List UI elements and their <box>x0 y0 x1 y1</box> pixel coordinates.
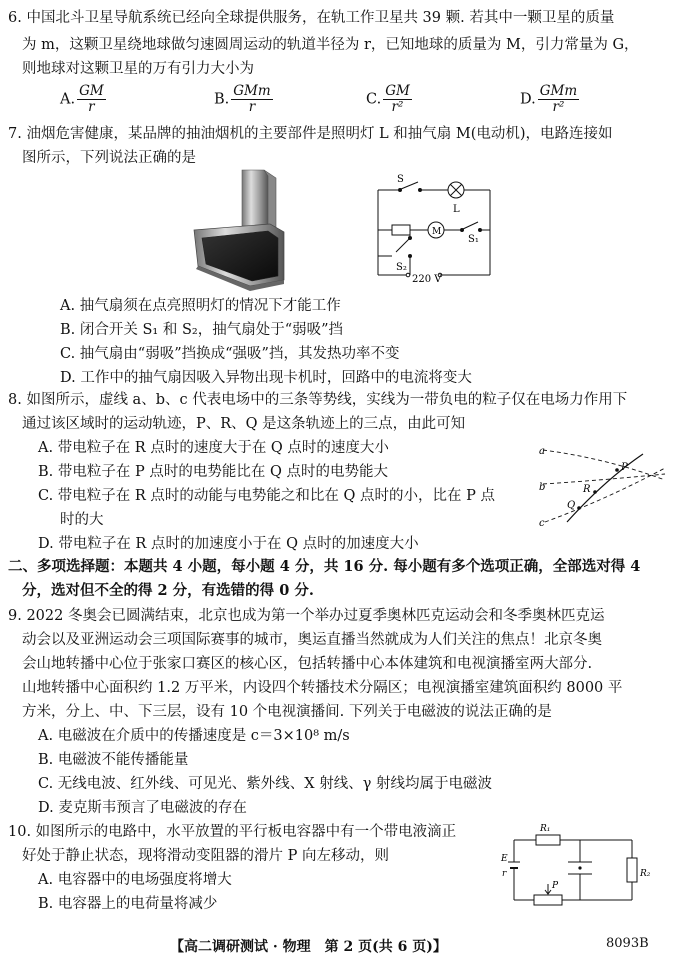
q10-line2: 好处于静止状态，现将滑动变阻器的滑片 P 向左移动，则 <box>22 848 389 864</box>
q10-label-e: E <box>501 854 508 864</box>
q9-line2: 动会以及亚洲运动会三项国际赛事的城市，奥运直播当然就成为人们关注的焦点！北京冬奥 <box>22 632 602 648</box>
section2-line1: 二、多项选择题：本题共 4 小题，每小题 4 分，共 16 分. 每小题有多个选项正确，全部选对得 4 <box>8 558 641 575</box>
q8-label-q: Q <box>567 500 576 511</box>
q7-option-d: D. 工作中的抽气扇因吸入异物出现卡机时，回路中的电流将变大 <box>60 370 472 386</box>
q9-option-d: D. 麦克斯韦预言了电磁波的存在 <box>38 800 247 816</box>
q9-option-c: C. 无线电波、红外线、可见光、紫外线、X 射线、γ 射线均属于电磁波 <box>38 776 493 792</box>
q6-line1: 6. 中国北斗卫星导航系统已经向全球提供服务，在轨工作卫星共 39 颗. 若其中一颗卫星的质量 <box>8 10 615 26</box>
q7-option-a: A. 抽气扇须在点亮照明灯的情况下才能工作 <box>60 298 341 314</box>
q8-line1: 8. 如图所示，虚线 a、b、c 代表电场中的三条等势线，实线为一带负电的粒子仅在电场力作用下 <box>8 392 628 408</box>
q7-label-l: L <box>453 204 460 215</box>
q7-label-s2: S₂ <box>396 262 407 273</box>
q7-label-m: M <box>432 227 442 237</box>
footer-page-info: 【高二调研测试 · 物理 第 2 页(共 6 页)】 <box>170 939 447 955</box>
footer-code: 8093B <box>606 936 649 951</box>
q10-label-r: r <box>502 869 507 879</box>
q6-line3: 则地球对这颗卫星的万有引力大小为 <box>22 61 254 77</box>
q8-option-c: C. 带电粒子在 R 点时的动能与电势能之和比在 Q 点时的小，比在 P 点 <box>38 488 496 504</box>
q9-line1: 9. 2022 冬奥会已圆满结束，北京也成为第一个举办过夏季奥林匹克运动会和冬季奥林匹克运 <box>8 608 605 624</box>
q6-option-a: A. $\frac{GM}{r}$ <box>60 83 104 115</box>
q8-label-a: a <box>539 446 545 457</box>
q9-line4: 山地转播中心面积约 1.2 万平米，内设四个转播技术分隔区；电视演播室建筑面积约 8000 平 <box>22 680 623 696</box>
q10-option-a: A. 电容器中的电场强度将增大 <box>38 872 232 888</box>
q7-label-s1: S₁ <box>468 234 479 245</box>
q8-label-c: c <box>539 518 545 528</box>
q7-label-voltage: 220 V <box>412 274 442 285</box>
q8-label-r: R <box>583 484 591 495</box>
q6-option-c: C. $\frac{GM}{\text{r²}}$ <box>366 83 410 115</box>
q7-circuit-diagram <box>370 170 505 288</box>
q6-option-d: D. $\frac{\text{GMm}}{\text{r²}}$ <box>520 83 578 115</box>
q9-option-a: A. 电磁波在介质中的传播速度是 c＝3×10⁸ m/s <box>38 728 350 744</box>
q9-option-b: B. 电磁波不能传播能量 <box>38 752 189 768</box>
q10-label-r1: R₁ <box>540 824 551 834</box>
q6-option-b: B. $\frac{\text{GMm}}{r}$ <box>214 83 271 115</box>
range-hood-image <box>180 168 310 293</box>
q9-line3: 会山地转播中心位于张家口赛区的核心区，包括转播中心本体建筑和电视演播室两大部分. <box>22 656 593 672</box>
q8-option-b: B. 带电粒子在 P 点时的电势能比在 Q 点时的电势能大 <box>38 464 388 480</box>
q8-label-b: b <box>539 482 546 493</box>
q7-line2: 图所示，下列说法正确的是 <box>22 150 196 166</box>
q9-line5: 方米，分上、中、下三层，设有 10 个电视演播间. 下列关于电磁波的说法正确的是 <box>22 704 552 720</box>
q7-option-c: C. 抽气扇由“弱吸”挡换成“强吸”挡，其发热功率不变 <box>60 346 400 362</box>
q8-field-diagram <box>535 440 670 528</box>
q7-line1: 7. 油烟危害健康，某品牌的抽油烟机的主要部件是照明灯 L 和抽气扇 M(电动机)，电路连接如 <box>8 126 613 142</box>
q10-option-b: B. 电容器上的电荷量将减少 <box>38 896 218 912</box>
q10-line1: 10. 如图所示的电路中，水平放置的平行板电容器中有一个带电液滴正 <box>8 824 457 840</box>
q10-label-p: P <box>552 881 559 891</box>
q8-option-a: A. 带电粒子在 R 点时的速度大于在 Q 点时的速度大小 <box>38 440 389 456</box>
q10-label-r2: R₂ <box>640 869 651 879</box>
q7-option-b: B. 闭合开关 S₁ 和 S₂，抽气扇处于“弱吸”挡 <box>60 322 344 338</box>
q6-line2: 为 m，这颗卫星绕地球做匀速圆周运动的轨道半径为 r，已知地球的质量为 M，引力常量为 G， <box>22 37 639 53</box>
q7-label-s: S <box>397 174 404 185</box>
q8-label-p: P <box>621 462 628 473</box>
section2-line2: 分，选对但不全的得 2 分，有选错的得 0 分. <box>22 582 314 599</box>
q8-option-c-cont: 时的大 <box>60 512 104 528</box>
q8-line2: 通过该区域时的运动轨迹，P、R、Q 是这条轨迹上的三点，由此可知 <box>22 416 466 432</box>
q8-option-d: D. 带电粒子在 R 点时的加速度小于在 Q 点时的加速度大小 <box>38 536 419 552</box>
q10-circuit-diagram <box>500 818 660 910</box>
